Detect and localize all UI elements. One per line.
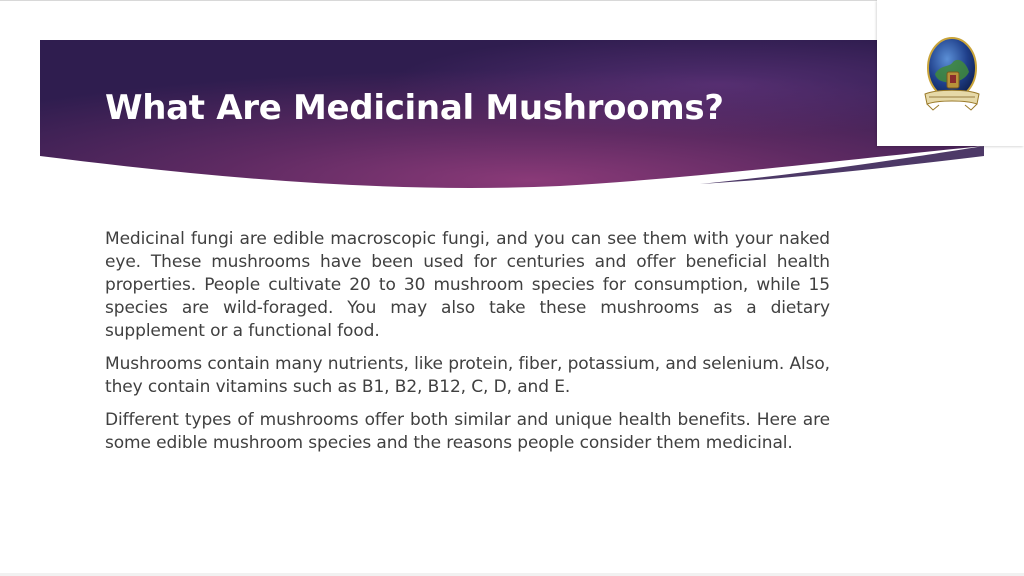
paragraph-nutrients: Mushrooms contain many nutrients, like protein, fiber, potassium, and selenium. Also, they contain vitamins such as B1, B2, B12, C, D, and E.: [105, 354, 830, 397]
slide-title: What Are Medicinal Mushrooms?: [105, 88, 724, 128]
body-text: [105, 228, 830, 465]
paragraph-types: Different types of mushrooms offer both similar and unique health benefits. Here are some edible mushroom species and the reasons people consider them medicinal.: [105, 410, 830, 453]
logo-panel: [877, 0, 1024, 146]
paragraph-definition: Medicinal fungi are edible macroscopic fungi, and you can see them with your naked eye. These mushrooms have been used for centuries and offer beneficial health properties. People cultivate 20 to 30 mushroom species for consumption, while 15 species are wild-foraged. You may also take these mushrooms as a dietary supplement or a functional food.: [105, 229, 830, 341]
apothecary-seal-icon: [919, 34, 985, 114]
